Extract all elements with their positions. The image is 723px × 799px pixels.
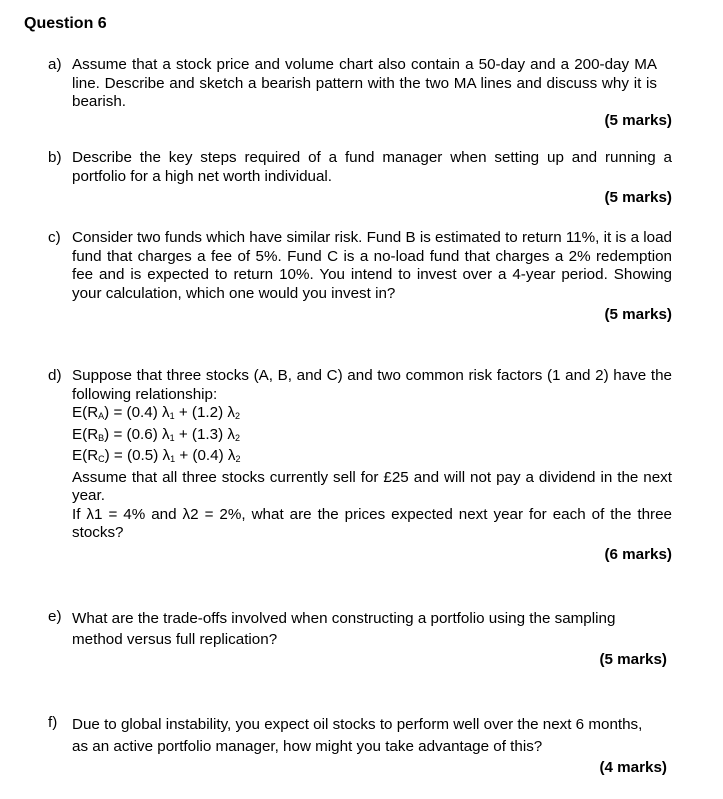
equation-c: $E(R_C) = (0.5) \lambda_1 + (0.4)$ $\lambda_2$ (72, 447, 241, 464)
question-text: Describe the key steps required of a fund manager when setting up and running a portfolio for a high net worth individual. (72, 149, 672, 185)
marks-label: (4 marks) (599, 759, 667, 776)
page-title: Question 6 (24, 15, 107, 32)
question-text: What are the trade-offs involved when constructing a portfolio using the sampling method versus full replication? (72, 610, 616, 648)
question-d (48, 367, 672, 543)
question-f (48, 714, 672, 758)
marks-label: (5 marks) (604, 306, 672, 323)
equation-a: $E(R_A) = (0.4) \lambda_1 + (1.2)$ $\lambda_2$ (72, 404, 240, 421)
question-label: d) (48, 367, 62, 384)
question-intro: Suppose that three stocks (A, B, and C) and two common risk factors (1 and 2) have the following relationship: (72, 367, 672, 403)
question-label: e) (48, 608, 62, 625)
question-prompt: If λ1 = 4% and λ2 = 2%, what are the prices expected next year for each of the three stocks? (72, 505, 672, 541)
equation-b: $E(R_B) = (0.6) \lambda_1 + (1.3)$ $\lambda_2$ (72, 425, 240, 443)
marks-label: (5 marks) (604, 189, 672, 206)
question-text: Assume that a stock price and volume chart also contain a 50-day and a 200-day MA line. Describe and sketch a bearish pattern with the two MA lines and discuss why it is bearish. (72, 56, 657, 110)
question-label: b) (48, 149, 62, 166)
question-label: a) (48, 56, 62, 73)
question-assumption: Assume that all three stocks currently sell for £25 and will not pay a dividend in the next year. (72, 468, 672, 504)
marks-label: (6 marks) (604, 546, 672, 563)
question-a (48, 56, 672, 112)
question-label: c) (48, 229, 61, 246)
marks-label: (5 marks) (604, 112, 672, 129)
question-text: Consider two funds which have similar risk. Fund B is estimated to return 11%, it is a load fund that charges a fee of 5%. Fund C is a no-load fund that charges a 2% redemption fee and is expected to return 10%. You intend to invest over a 4-year period. Showing your calculation, which one would you invest in? (72, 229, 672, 302)
question-e (48, 608, 672, 650)
question-label: f) (48, 714, 58, 731)
question-text: Due to global instability, you expect oil stocks to perform well over the next 6 months, as an active portfolio manager, how might you take advantage of this? (72, 716, 643, 755)
marks-label: (5 marks) (599, 651, 667, 668)
question-c (48, 229, 672, 303)
question-b (48, 149, 672, 186)
